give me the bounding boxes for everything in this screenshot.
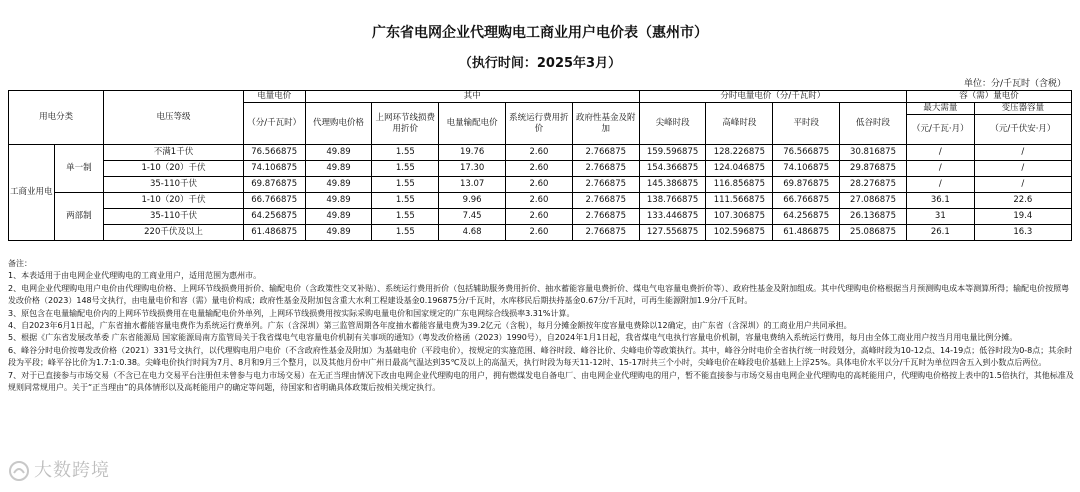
cell-sharp: 145.386875: [639, 177, 706, 193]
cell-voltage: 220千伏及以上: [104, 225, 244, 241]
cell-proxy: 49.89: [305, 145, 372, 161]
header-valley: 低谷时段: [840, 103, 907, 145]
unit-label: 单位：分/千瓦时（含税）: [963, 79, 1066, 89]
cell-demand: /: [906, 145, 974, 161]
table-row: [9, 225, 1072, 241]
cell-price: 74.106875: [243, 161, 305, 177]
cell-sharp: 154.366875: [639, 161, 706, 177]
header-tou: 分时电量电价（分/千瓦时）: [639, 91, 906, 103]
table-row: [9, 209, 1072, 225]
note-item: 6、峰谷分时电价按粤发改价格（2021）331号文执行，以代理购电用户电价（不含政府性基金及附加）为基础电价（平段电价），按规定的实施范围、峰谷时段、峰谷比价、尖峰电价等政策执行。其中，峰谷分时电价全省执行统一时段划分，高峰时段为10-12点、14-19点；低谷时段为0-8点；其余时段为平段；峰平谷比价为1.7:1:0.38。尖峰电价执行时间为7月、8月和9月三个整月，以及其他月份中广州日最高气温达到35℃及以上的高温天，执行时段为每天11-12时、15-17时共三个小时，尖峰电价在峰段电价基础上上浮25%。具体电价水平以分/千瓦时为单位四舍五入到小数点后两位。: [8, 345, 1073, 368]
cell-transformer: /: [974, 161, 1071, 177]
cell-proxy: 49.89: [305, 161, 372, 177]
cell-transformer: 16.3: [974, 225, 1071, 241]
cell-fund: 2.766875: [572, 161, 639, 177]
cell-transformer: /: [974, 177, 1071, 193]
cell-sharp: 138.766875: [639, 193, 706, 209]
table-row: [9, 145, 1072, 161]
cell-price: 61.486875: [243, 225, 305, 241]
cell-demand: 36.1: [906, 193, 974, 209]
header-max-demand: 最大需量: [906, 103, 974, 115]
cell-trans: 13.07: [439, 177, 506, 193]
watermark-text: 大数跨境: [34, 460, 110, 481]
cell-valley: 25.086875: [840, 225, 907, 241]
cell-flat: 76.566875: [773, 145, 840, 161]
cell-transformer: 19.4: [974, 209, 1071, 225]
cell-flat: 69.876875: [773, 177, 840, 193]
cell-fund: 2.766875: [572, 145, 639, 161]
cell-voltage: 1-10（20）千伏: [104, 161, 244, 177]
header-max-demand-unit: （元/千瓦·月）: [906, 115, 974, 145]
cell-trans: 9.96: [439, 193, 506, 209]
table-row: [9, 161, 1072, 177]
table-row: [9, 193, 1072, 209]
cell-loss: 1.55: [372, 193, 439, 209]
cell-valley: 30.816875: [840, 145, 907, 161]
header-row-1: [9, 91, 1072, 103]
cell-demand: /: [906, 177, 974, 193]
header-energy-price: 电量电价: [243, 91, 305, 103]
cell-valley: 26.136875: [840, 209, 907, 225]
cell-flat: 74.106875: [773, 161, 840, 177]
cell-voltage: 35-110千伏: [104, 209, 244, 225]
cell-flat: 64.256875: [773, 209, 840, 225]
cell-sharp: 127.556875: [639, 225, 706, 241]
header-transmission: 电量输配电价: [439, 103, 506, 145]
cell-fund: 2.766875: [572, 225, 639, 241]
header-peak-sharp: 尖峰时段: [639, 103, 706, 145]
header-proxy-price: 代理购电价格: [305, 103, 372, 145]
cell-sharp: 159.596875: [639, 145, 706, 161]
cell-sys: 2.60: [506, 145, 573, 161]
cell-loss: 1.55: [372, 161, 439, 177]
note-item: 5、根据《广东省发展改革委 广东省能源局 国家能源局南方监管局关于我省煤电气电容量电价机制有关事项的通知》（粤发改价格函（2023）1990号），自2024年1月1日起，我省煤电气电执行容量电价机制，容量电费纳入系统运行费用，每月由全体工商业用户按当月用电量比例分摊。: [8, 333, 1018, 343]
header-grid-loss: 上网环节线损费用折价: [372, 103, 439, 145]
cell-valley: 28.276875: [840, 177, 907, 193]
notes-section: [8, 258, 1074, 394]
cell-price: 66.766875: [243, 193, 305, 209]
cell-price: 69.876875: [243, 177, 305, 193]
header-voltage: 电压等级: [104, 91, 244, 145]
cell-transformer: /: [974, 145, 1071, 161]
cell-proxy: 49.89: [305, 177, 372, 193]
cell-trans: 17.30: [439, 161, 506, 177]
header-transformer-unit: （元/千伏安·月）: [974, 115, 1071, 145]
cell-demand: 31: [906, 209, 974, 225]
cell-valley: 27.086875: [840, 193, 907, 209]
watermark: [8, 456, 110, 482]
cell-proxy: 49.89: [305, 193, 372, 209]
cell-voltage: 不满1千伏: [104, 145, 244, 161]
group-two-part: 两部制: [54, 193, 104, 241]
header-of-which: 其中: [305, 91, 639, 103]
cell-price: 64.256875: [243, 209, 305, 225]
cell-flat: 66.766875: [773, 193, 840, 209]
header-capacity: 容（需）量电价: [906, 91, 1071, 103]
note-item: 4、自2023年6月1日起，广东省抽水蓄能容量电费作为系统运行费单列。广东（含深圳）第三监管周期各年度抽水蓄能容量电费为39.2亿元（含税），每月分摊金额按年度容量电费除以12确定，由广东省（含深圳）的工商业用户共同承担。: [8, 321, 852, 331]
header-system-op: 系统运行费用折价: [506, 103, 573, 145]
header-peak: 高峰时段: [706, 103, 773, 145]
cell-fund: 2.766875: [572, 209, 639, 225]
cell-peak: 107.306875: [706, 209, 773, 225]
cell-transformer: 22.6: [974, 193, 1071, 209]
note-item: 1、本表适用于由电网企业代理购电的工商业用户，适用范围为惠州市。: [8, 271, 262, 281]
header-flat: 平时段: [773, 103, 840, 145]
note-item: 2、电网企业代理购电用户电价由代理购电价格、上网环节线损费用折价、输配电价（含政策性交叉补贴）、系统运行费用折价（包括辅助服务费用折价、抽水蓄能容量电费折价、煤电气电容量电费折价等）、政府性基金及附加组成。其中代理购电价格根据当月预测购电成本等测算所得；输配电价按照粤发改价格（2023）148号文执行，由电量电价和容（需）量电价构成；政府性基金及附加包含重大水利工程建设基金0.196875分/千瓦时，水库移民后期扶持基金0.67分/千瓦时，可再生能源附加1.9分/千瓦时。: [8, 283, 1070, 306]
cell-voltage: 1-10（20）千伏: [104, 193, 244, 209]
cell-peak: 124.046875: [706, 161, 773, 177]
cell-loss: 1.55: [372, 225, 439, 241]
header-energy-price-unit: （分/千瓦时）: [243, 103, 305, 145]
cell-demand: 26.1: [906, 225, 974, 241]
cell-peak: 111.566875: [706, 193, 773, 209]
notes-label: 备注：: [8, 259, 32, 268]
tariff-table: [8, 90, 1072, 241]
header-transformer: 变压器容量: [974, 103, 1071, 115]
cell-loss: 1.55: [372, 145, 439, 161]
cell-peak: 116.856875: [706, 177, 773, 193]
category-cell: 工商业用电: [9, 145, 55, 241]
header-category: 用电分类: [9, 91, 104, 145]
cell-loss: 1.55: [372, 209, 439, 225]
cell-proxy: 49.89: [305, 225, 372, 241]
cell-fund: 2.766875: [572, 193, 639, 209]
cell-peak: 128.226875: [706, 145, 773, 161]
cell-trans: 7.45: [439, 209, 506, 225]
header-gov-fund: 政府性基金及附加: [572, 103, 639, 145]
note-item: 7、对于已直接参与市场交易（不含已在电力交易平台注册但未曾参与电力市场交易）在无正当理由情况下改由电网企业代理购电的用户，拥有燃煤发电自备电厂、由电网企业代理购电的用户，暂不能直接参与市场交易由电网企业代理购电的高耗能用户，代理购电价格按上表中的1.5倍执行，其他标准及规则同常规用户。关于“正当理由”的具体情形以及高耗能用户的确定等问题，待国家和省明确具体政策后按相关规定执行。: [8, 370, 1074, 393]
cell-loss: 1.55: [372, 177, 439, 193]
cell-sys: 2.60: [506, 161, 573, 177]
cell-proxy: 49.89: [305, 209, 372, 225]
page-subtitle: （执行时间：2025年3月）: [458, 56, 622, 71]
cell-fund: 2.766875: [572, 177, 639, 193]
cell-price: 76.566875: [243, 145, 305, 161]
cell-trans: 19.76: [439, 145, 506, 161]
cell-voltage: 35-110千伏: [104, 177, 244, 193]
cell-sys: 2.60: [506, 209, 573, 225]
cell-flat: 61.486875: [773, 225, 840, 241]
cell-sys: 2.60: [506, 225, 573, 241]
page-title: 广东省电网企业代理购电工商业用户电价表（惠州市）: [372, 25, 708, 41]
cell-sys: 2.60: [506, 177, 573, 193]
brand-logo-icon: [8, 460, 30, 482]
cell-valley: 29.876875: [840, 161, 907, 177]
group-single: 单一制: [54, 145, 104, 193]
cell-demand: /: [906, 161, 974, 177]
cell-peak: 102.596875: [706, 225, 773, 241]
cell-sys: 2.60: [506, 193, 573, 209]
cell-sharp: 133.446875: [639, 209, 706, 225]
cell-trans: 4.68: [439, 225, 506, 241]
note-item: 3、原包含在电量输配电价内的上网环节线损费用在电量输配电价外单列，上网环节线损费用按实际采购电量电价和国家规定的广东电网综合线损率3.31%计算。: [8, 308, 575, 318]
table-row: [9, 177, 1072, 193]
